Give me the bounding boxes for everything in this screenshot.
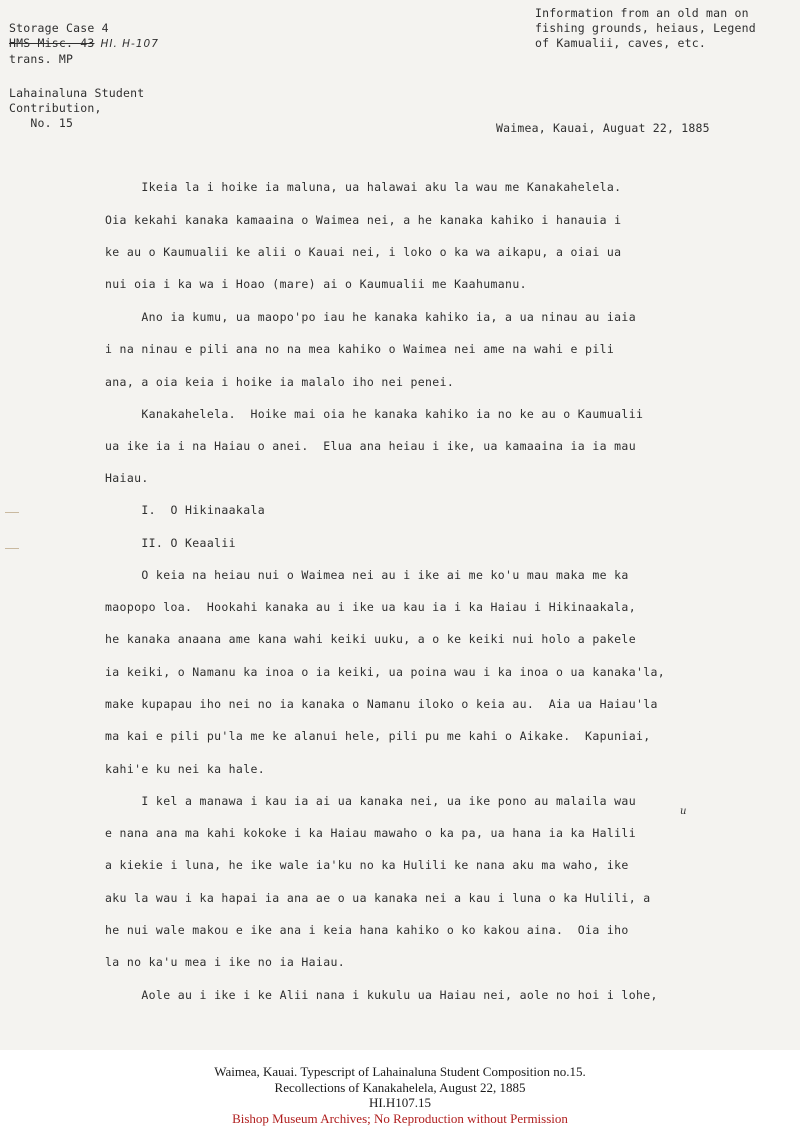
body-line: nui oia i ka wa i Hoao (mare) ai o Kaumualii me Kaahumanu. bbox=[105, 277, 527, 291]
body-line: make kupapau iho nei no ia kanaka o Namanu iloko o keia au. Aia ua Haiau'la bbox=[105, 697, 658, 711]
body-line: la no ka'u mea i ike no ia Haiau. bbox=[105, 955, 346, 969]
caption-line: Waimea, Kauai. Typescript of Lahainaluna Student Composition no.15. bbox=[214, 1064, 586, 1079]
note-line: fishing grounds, heiaus, Legend bbox=[535, 21, 756, 35]
dateline: Waimea, Kauai, Auguat 22, 1885 bbox=[496, 121, 710, 135]
contribution-number: No. 15 bbox=[9, 116, 74, 130]
archive-caption bbox=[0, 1050, 800, 1142]
storage-label: Storage Case 4 bbox=[9, 21, 109, 35]
body-line: Haiau. bbox=[105, 471, 149, 485]
body-line: ia keiki, o Namanu ka inoa o ia keiki, ua poina wau i ka inoa o ua kanaka'la, bbox=[105, 665, 666, 679]
caption-line: HI.H107.15 bbox=[368, 1095, 432, 1110]
body-line: Kanakahelela. Hoike mai oia he kanaka kahiko ia no ke au o Kaumualii bbox=[105, 407, 644, 421]
body-line: aku la wau i ka hapai ia ana ae o ua kanaka nei a kau i luna o ka Hulili, a bbox=[105, 891, 651, 905]
body-line: e nana ana ma kahi kokoke i ka Haiau mawaho o ka pa, ua hana ia ka Halili bbox=[105, 826, 636, 840]
body-line: Ano ia kumu, ua maopo'po iau he kanaka kahiko ia, a ua ninau au iaia bbox=[105, 310, 636, 324]
body-line: Oia kekahi kanaka kamaaina o Waimea nei, a he kanaka kahiko i hanauia i bbox=[105, 213, 622, 227]
note-line: Information from an old man on bbox=[535, 6, 749, 20]
trans-label: trans. MP bbox=[9, 52, 74, 66]
note-line: of Kamualii, caves, etc. bbox=[535, 36, 706, 50]
contribution-block bbox=[9, 86, 144, 131]
body-line: ke au o Kaumualii ke alii o Kauai nei, i loko o ka wa aikapu, a oiai ua bbox=[105, 245, 622, 259]
body-line: ma kai e pili pu'la me ke alanui hele, pili pu me kahi o Aikake. Kapuniai, bbox=[105, 729, 651, 743]
body-line: i na ninau e pili ana no na mea kahiko o Waimea nei ame na wahi e pili bbox=[105, 342, 615, 356]
body-line: ana, a oia keia i hoike ia malalo iho nei penei. bbox=[105, 375, 455, 389]
copyright-notice: Bishop Museum Archives; No Reproduction without Permission bbox=[232, 1110, 568, 1126]
handwritten-id: HI. H-107 bbox=[100, 38, 159, 50]
struck-misc-label: HMS Misc. 43 bbox=[9, 36, 95, 50]
body-line: he nui wale makou e ike ana i keia hana kahiko o ko kakou aina. Oia iho bbox=[105, 923, 629, 937]
body-line: I kel a manawa i kau ia ai ua kanaka nei, ua ike pono au malaila wau bbox=[105, 794, 636, 808]
body-line: he kanaka anaana ame kana wahi keiki uuku, a o ke keiki nui holo a pakele bbox=[105, 632, 636, 646]
body-line: O keia na heiau nui o Waimea nei au i ike ai me ko'u mau maka me ka bbox=[105, 568, 629, 582]
body-line: a kiekie i luna, he ike wale ia'ku no ka Hulili ke nana aku ma waho, ike bbox=[105, 858, 629, 872]
body-line: Ikeia la i hoike ia maluna, ua halawai aku la wau me Kanakahelela. bbox=[105, 180, 622, 194]
body-line: maopopo loa. Hookahi kanaka au i ike ua kau ia i ka Haiau i Hikinaakala, bbox=[105, 600, 636, 614]
handwritten-margin-mark: u bbox=[680, 806, 687, 817]
header-note bbox=[535, 6, 756, 51]
list-item: I. O Hikinaakala bbox=[105, 503, 266, 517]
contribution-line: Contribution, bbox=[9, 101, 102, 115]
punch-hole-mark bbox=[5, 548, 19, 549]
punch-hole-mark bbox=[5, 512, 19, 513]
body-line: ua ike ia i na Haiau o anei. Elua ana heiau i ike, ua kamaaina ia ia mau bbox=[105, 439, 636, 453]
storage-header bbox=[9, 21, 159, 67]
caption-line: Recollections of Kanakahelela, August 22, 1885 bbox=[274, 1079, 526, 1095]
body-line: kahi'e ku nei ka hale. bbox=[105, 762, 266, 776]
body-line: Aole au i ike i ke Alii nana i kukulu ua Haiau nei, aole no hoi i lohe, bbox=[105, 988, 658, 1002]
list-item: II. O Keaalii bbox=[105, 536, 236, 550]
contribution-line: Lahainaluna Student bbox=[9, 86, 145, 100]
